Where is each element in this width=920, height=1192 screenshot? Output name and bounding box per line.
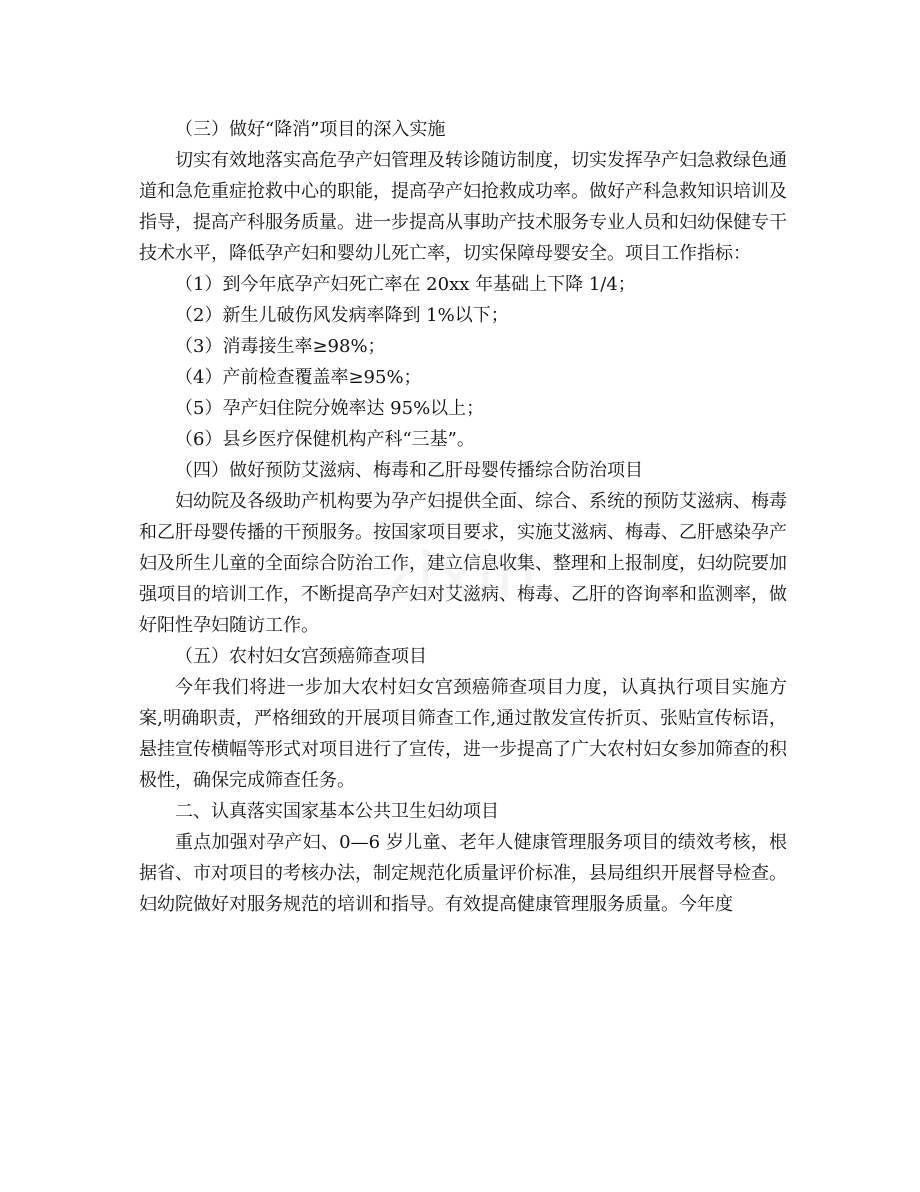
document-content bbox=[139, 114, 787, 920]
watermark: zixin bbox=[381, 540, 539, 614]
section-3-title: （三）做好“降消”项目的深入实施 bbox=[175, 119, 446, 140]
target-item-2: （2）新生儿破伤风发病率降到 1%以下； bbox=[175, 305, 509, 326]
section-3-body: 切实有效地落实高危孕产妇管理及转诊随访制度，切实发挥孕产妇急救绿色通道和急危重症抢救中心的职能，提高孕产妇抢救成功率。做好产科急救知识培训及指导，提高产科服务质量。进一步提高从事助产技术服务专业人员和妇幼保健专干技术水平，降低孕产妇和婴幼儿死亡率，切实保障母婴安全。项目工作指标： bbox=[139, 150, 787, 264]
section-5-body: 今年我们将进一步加大农村妇女宫颈癌筛查项目力度，认真执行项目实施方案,明确职责，严格细致的开展项目筛查工作,通过散发宣传折页、张贴宣传标语，悬挂宣传横幅等形式对项目进行了宣传，进一步提高了广大农村妇女参加筛查的积极性，确保完成筛查任务。 bbox=[139, 677, 787, 791]
target-item-6: （6）县乡医疗保健机构产科“三基”。 bbox=[175, 429, 475, 450]
part-2-body: 重点加强对孕产妇、0—6 岁儿童、老年人健康管理服务项目的绩效考核，根据省、市对项目的考核办法，制定规范化质量评价标准，县局组织开展督导检查。 妇幼院做好对服务规范的培训和指导。有效提高健康管理服务质量。今年度 bbox=[139, 832, 787, 915]
section-5-title: （五）农村妇女宫颈癌筛查项目 bbox=[175, 646, 427, 667]
part-2-title: 二、认真落实国家基本公共卫生妇幼项目 bbox=[175, 801, 499, 822]
target-item-4: （4）产前检查覆盖率≥95%； bbox=[175, 367, 422, 388]
target-item-3: （3）消毒接生率≥98%； bbox=[175, 336, 386, 357]
target-item-1: （1）到今年底孕产妇死亡率在 20xx 年基础上下降 1/4； bbox=[175, 274, 636, 295]
target-item-5: （5）孕产妇住院分娩率达 95%以上； bbox=[175, 398, 485, 419]
section-4-body: 妇幼院及各级助产机构要为孕产妇提供全面、综合、系统的预防艾滋病、梅毒和乙肝母婴传播的干预服务。按国家项目要求，实施艾滋病、梅毒、乙肝感染孕产妇及所生儿童的全面综合防治工作，建立信息收集、整理和上报制度，妇幼院要加强项目的培训工作，不断提高孕产妇对艾滋病、梅毒、乙肝的咨询率和监测率，做好阳性孕妇随访工作。 bbox=[139, 491, 787, 636]
section-4-title: （四）做好预防艾滋病、梅毒和乙肝母婴传播综合防治项目 bbox=[175, 460, 643, 481]
